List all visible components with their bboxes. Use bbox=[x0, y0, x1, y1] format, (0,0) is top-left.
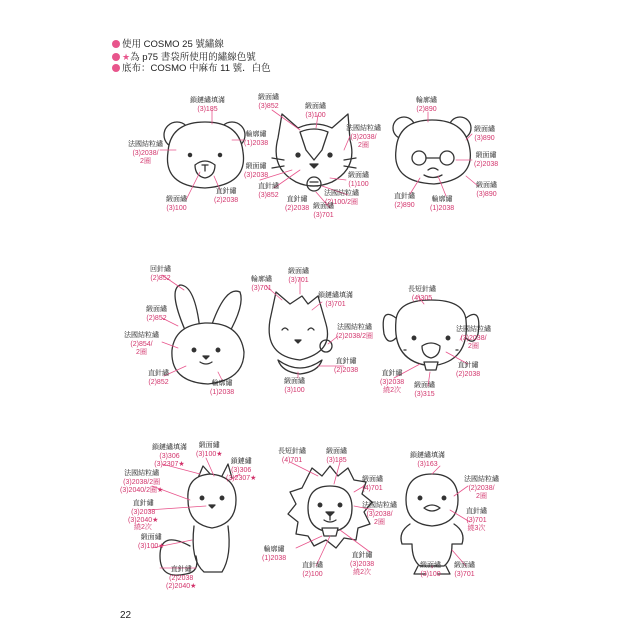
label-cat1-satin-852: 緞面繡 (3)852 bbox=[258, 94, 279, 110]
label-squirrel-satin-bottom: 緞面繡 (3)100★ bbox=[138, 534, 165, 550]
duck-illustration bbox=[401, 474, 463, 574]
label-squirrel-chain-fill: 鎖鏈繡填滿 (3)306 (3)2307★ bbox=[152, 444, 187, 468]
squirrel-illustration bbox=[160, 464, 236, 575]
label-cat2-straight: 直針繡 (2)2038 bbox=[334, 358, 359, 374]
label-dog-long-short: 長短針繡 (4)305 bbox=[408, 286, 436, 302]
label-duck-satin-100: 緞面繡 (3)100 bbox=[420, 562, 441, 578]
legend-line-1: 使用 COSMO 25 號繡線 bbox=[112, 39, 224, 51]
label-lion-satin-701: 緞面繡 (4)701 bbox=[362, 476, 383, 492]
label-cat1-straight-852: 直針繡 (3)852 bbox=[258, 183, 279, 199]
label-rabbit-straight: 直針繡 (2)852 bbox=[148, 370, 169, 386]
label-cat1-satin-1-100: 緞面繡 (1)100 bbox=[348, 172, 369, 188]
bear-face-illustration bbox=[164, 122, 245, 188]
label-dog-straight-wrap: 直針繡 (3)2038 繞2次 bbox=[380, 370, 405, 394]
label-cat2-chain-fill: 鎖鏈繡填滿 (3)701 bbox=[318, 292, 353, 308]
label-squirrel-chain: 鎖鏈繡 (3)306 (3)2307★ bbox=[226, 458, 257, 482]
label-duck-french-knot: 法國結粒繡 (2)2038/ 2圈 bbox=[464, 476, 499, 500]
label-squirrel-french-knot: 法國結粒繡 (3)2038/2圈 (3)2040/2圈★ bbox=[120, 470, 164, 494]
label-squirrel-straight: 直針繡 (3)2038 (3)2040★ bbox=[128, 500, 159, 524]
label-bear2-outline-2038: 輪廓繡 (1)2038 bbox=[430, 196, 455, 212]
label-squirrel-satin-top: 緞面繡 (3)100★ bbox=[196, 442, 223, 458]
bear-glasses-illustration bbox=[393, 117, 471, 184]
label-rabbit-satin: 緞面繡 (2)852 bbox=[146, 306, 167, 322]
label-cat2-satin-100: 緞面繡 (3)100 bbox=[284, 378, 305, 394]
label-cat1-straight-2038: 直針繡 (2)2038 bbox=[285, 196, 310, 212]
label-dog-satin: 緞面繡 (3)315 bbox=[414, 382, 435, 398]
label-bear2-straight: 直針繡 (2)890 bbox=[394, 193, 415, 209]
label-rabbit-backstitch: 回針繡 (2)852 bbox=[150, 266, 171, 282]
label-cat1-satin-701: 緞面繡 (3)701 bbox=[313, 203, 334, 219]
label-bear1-french-knot: 法國結粒繡 (3)2038/ 2圈 bbox=[128, 141, 163, 165]
label-cat1-french-knot: 法國結粒繡 (3)2038/ 2圈 bbox=[346, 125, 381, 149]
label-bear1-straight: 直針繡 (2)2038 bbox=[214, 188, 239, 204]
legend-line-3: 底布：COSMO 中麻布 11 號．白色 bbox=[112, 63, 271, 75]
label-dog-straight: 直針繡 (2)2038 bbox=[456, 362, 481, 378]
label-cat1-french-knot-100: 法國結粒繡 (2)100/2圈 bbox=[324, 190, 359, 206]
label-rabbit-french-knot: 法國結粒繡 (2)854/ 2圈 bbox=[124, 332, 159, 356]
label-lion-outline: 輪廓繡 (1)2038 bbox=[262, 546, 287, 562]
label-cat2-outline: 輪廓繡 (3)701 bbox=[251, 276, 272, 292]
label-duck-straight: 直針繡 (3)701 繞3次 bbox=[466, 508, 487, 532]
label-bear1-satin: 緞面繡 (3)100 bbox=[166, 196, 187, 212]
label-cat1-satin-2038: 緞面繡 (3)2038 bbox=[244, 163, 269, 179]
label-lion-straight-100: 直針繡 (2)100 bbox=[302, 562, 323, 578]
label-duck-chain-fill: 鎖鏈繡填滿 (3)163 bbox=[410, 452, 445, 468]
label-cat1-satin-100: 緞面繡 (3)100 bbox=[305, 103, 326, 119]
label-bear1-chain-fill: 鎖鏈繡填滿 (3)185 bbox=[190, 97, 225, 113]
label-rabbit-outline: 輪廓繡 (1)2038 bbox=[210, 380, 235, 396]
rabbit-illustration bbox=[172, 285, 244, 384]
label-lion-french-knot: 法國結粒繡 (3)2038/ 2圈 bbox=[362, 502, 397, 526]
label-dog-french-knot: 法國結粒繡 (3)2038/ 2圈 bbox=[456, 326, 491, 350]
label-squirrel-straight-2038: 直針繡 (2)2038 (2)2040★ bbox=[166, 566, 197, 590]
label-bear2-satin-890: 緞面繡 (3)890 bbox=[474, 126, 495, 142]
label-bear2-satin-2038: 緞面繡 (2)2038 bbox=[474, 152, 499, 168]
label-cat2-satin: 緞面繡 (3)701 bbox=[288, 268, 309, 284]
label-lion-long-short: 長短針繡 (4)701 bbox=[278, 448, 306, 464]
label-bear1-outline: 輪廓繡 (1)2038 bbox=[244, 131, 269, 147]
label-squirrel-wrap: 繞2次 bbox=[134, 524, 152, 531]
label-lion-satin-185: 緞面繡 (3)185 bbox=[326, 448, 347, 464]
star-icon: ★ bbox=[122, 52, 131, 62]
label-bear2-outline-890: 輪廓繡 (2)890 bbox=[416, 97, 437, 113]
legend-line-2: ★為 p75 書袋所使用的繡線色號 bbox=[112, 51, 256, 64]
page-number: 22 bbox=[120, 610, 132, 621]
label-lion-straight-wrap: 直針繡 (3)2038 繞2次 bbox=[350, 552, 375, 576]
label-cat2-french-knot: 法國結粒繡 (2)2038/2圈 bbox=[336, 324, 373, 340]
label-duck-satin-701: 緞面繡 (3)701 bbox=[454, 562, 475, 578]
label-bear2-satin-890-b: 緞面繡 (3)890 bbox=[476, 182, 497, 198]
